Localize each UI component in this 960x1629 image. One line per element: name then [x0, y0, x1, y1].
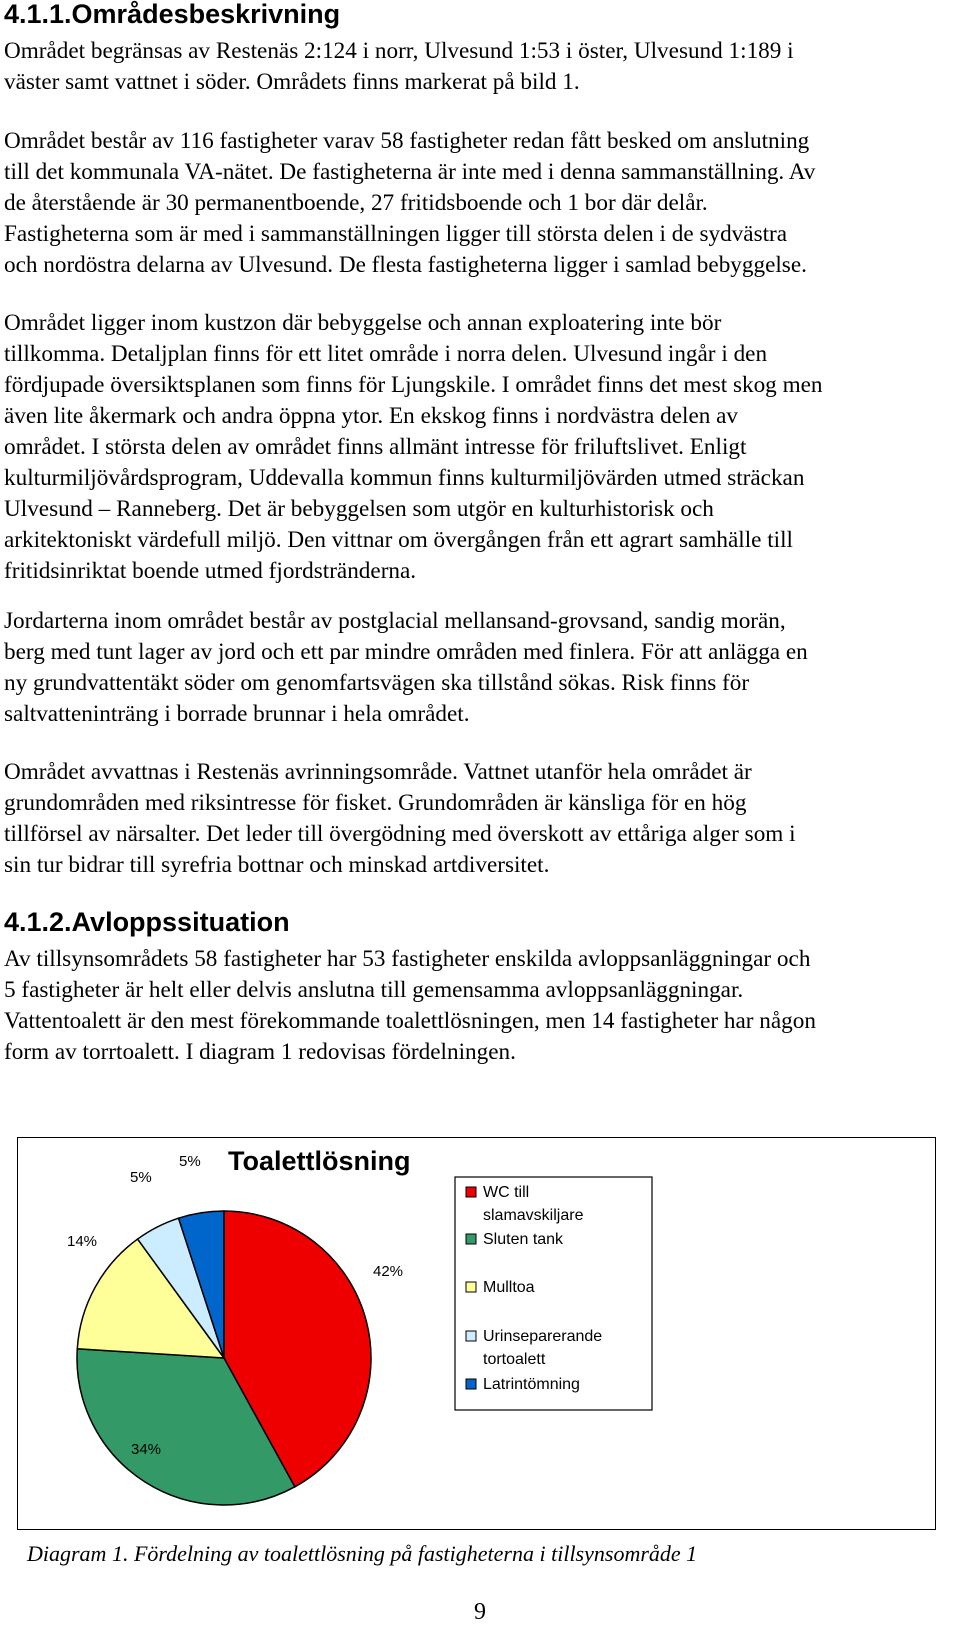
legend-swatch-1: [466, 1187, 476, 1197]
pie-data-label-1: 42%: [373, 1263, 404, 1280]
diagram-caption: Diagram 1. Fördelning av toalettlösning på fastigheterna i tillsynsområde 1: [27, 1541, 698, 1566]
legend-label-3: Mulltoa: [483, 1279, 535, 1296]
legend-label-2: Sluten tank: [483, 1231, 564, 1248]
legend-label-4: Urinseparerande: [483, 1328, 603, 1345]
pie-data-label-3: 14%: [67, 1233, 98, 1250]
legend-label-4: tortoalett: [483, 1351, 546, 1368]
legend-label-1: WC till: [483, 1184, 530, 1201]
paragraph-6: Av tillsynsområdets 58 fastigheter har 53 fastigheter enskilda avloppsanläggningar och 5 fastigheter är helt eller delvis anslutna till gemensamma avloppsanläggningar. Vattentoalett är den mest förekommande toalettlösningen, men 14 fastigheter har någon form av torrtoalett. I diagram 1 redovisas fördelningen.: [4, 946, 816, 1065]
pie-data-label-4: 5%: [130, 1169, 152, 1186]
legend-swatch-2: [466, 1234, 476, 1244]
legend-label-5: Latrintömning: [483, 1376, 580, 1393]
paragraph-3: Området ligger inom kustzon där bebyggelse och annan exploatering inte bör tillkomma. Detaljplan finns för ett litet område i norra delen. Ulvesund ingår i den fördjupade översiktsplanen som finns för Ljungskile. I området finns det mest skog men även lite åkermark och andra öppna ytor. En ekskog finns i nordvästra delen av området. I största delen av området finns allmänt intresse för friluftslivet. Enligt kulturmiljövårdsprogram, Uddevalla kommun finns kulturmiljövärden utmed sträckan Ulvesund – Ranneberg. Det är bebyggelsen som utgör en kulturhistorisk och arkitektoniskt värdefull miljö. Den vittnar om övergången från ett agrart samhälle till fritidsinriktat boende utmed fjordstränderna.: [4, 310, 823, 584]
paragraph-4: Jordarterna inom området består av postglacial mellansand-grovsand, sandig morän, berg med tunt lager av jord och ett par mindre områden med finlera. För att anlägga en ny grundvattentäkt söder om genomfartsvägen ska tillstånd sökas. Risk finns för saltvatteninträng i borrade brunnar i hela området.: [4, 608, 808, 727]
legend-swatch-3: [466, 1282, 476, 1292]
legend-swatch-4: [466, 1331, 476, 1341]
pie-chart: [18, 1138, 934, 1528]
paragraph-1: Området begränsas av Restenäs 2:124 i norr, Ulvesund 1:53 i öster, Ulvesund 1:189 i väster samt vattnet i söder. Områdets finns markerat på bild 1.: [4, 38, 794, 95]
section-heading-avloppssituation: 4.1.2.Avloppssituation: [4, 907, 290, 937]
paragraph-5: Området avvattnas i Restenäs avrinningsområde. Vattnet utanför hela området är grundområden med riksintresse för fisket. Grundområden är känsliga för en hög tillförsel av närsalter. Det leder till övergödning med överskott av ettåriga alger som i sin tur bidrar till syrefria bottnar och minskad artdiversitet.: [4, 759, 796, 878]
paragraph-2: Området består av 116 fastigheter varav 58 fastigheter redan fått besked om anslutning till det kommunala VA-nätet. De fastigheterna är inte med i denna sammanställning. Av de återstående är 30 permanentboende, 27 fritidsboende och 1 bor där delår. Fastigheterna som är med i sammanställningen ligger till största delen i de sydvästra och nordöstra delarna av Ulvesund. De flesta fastigheterna ligger i samlad bebyggelse.: [4, 128, 816, 278]
page-number: 9: [474, 1599, 486, 1625]
section-heading-omradesbeskrivning: 4.1.1.Områdesbeskrivning: [4, 0, 341, 29]
pie-data-label-2: 34%: [131, 1441, 162, 1458]
pie-chart-frame: [17, 1137, 936, 1530]
chart-title: Toalettlösning: [228, 1146, 411, 1176]
legend-label-1: slamavskiljare: [483, 1207, 584, 1224]
pie-data-label-5: 5%: [179, 1153, 201, 1170]
legend-swatch-5: [466, 1379, 476, 1389]
